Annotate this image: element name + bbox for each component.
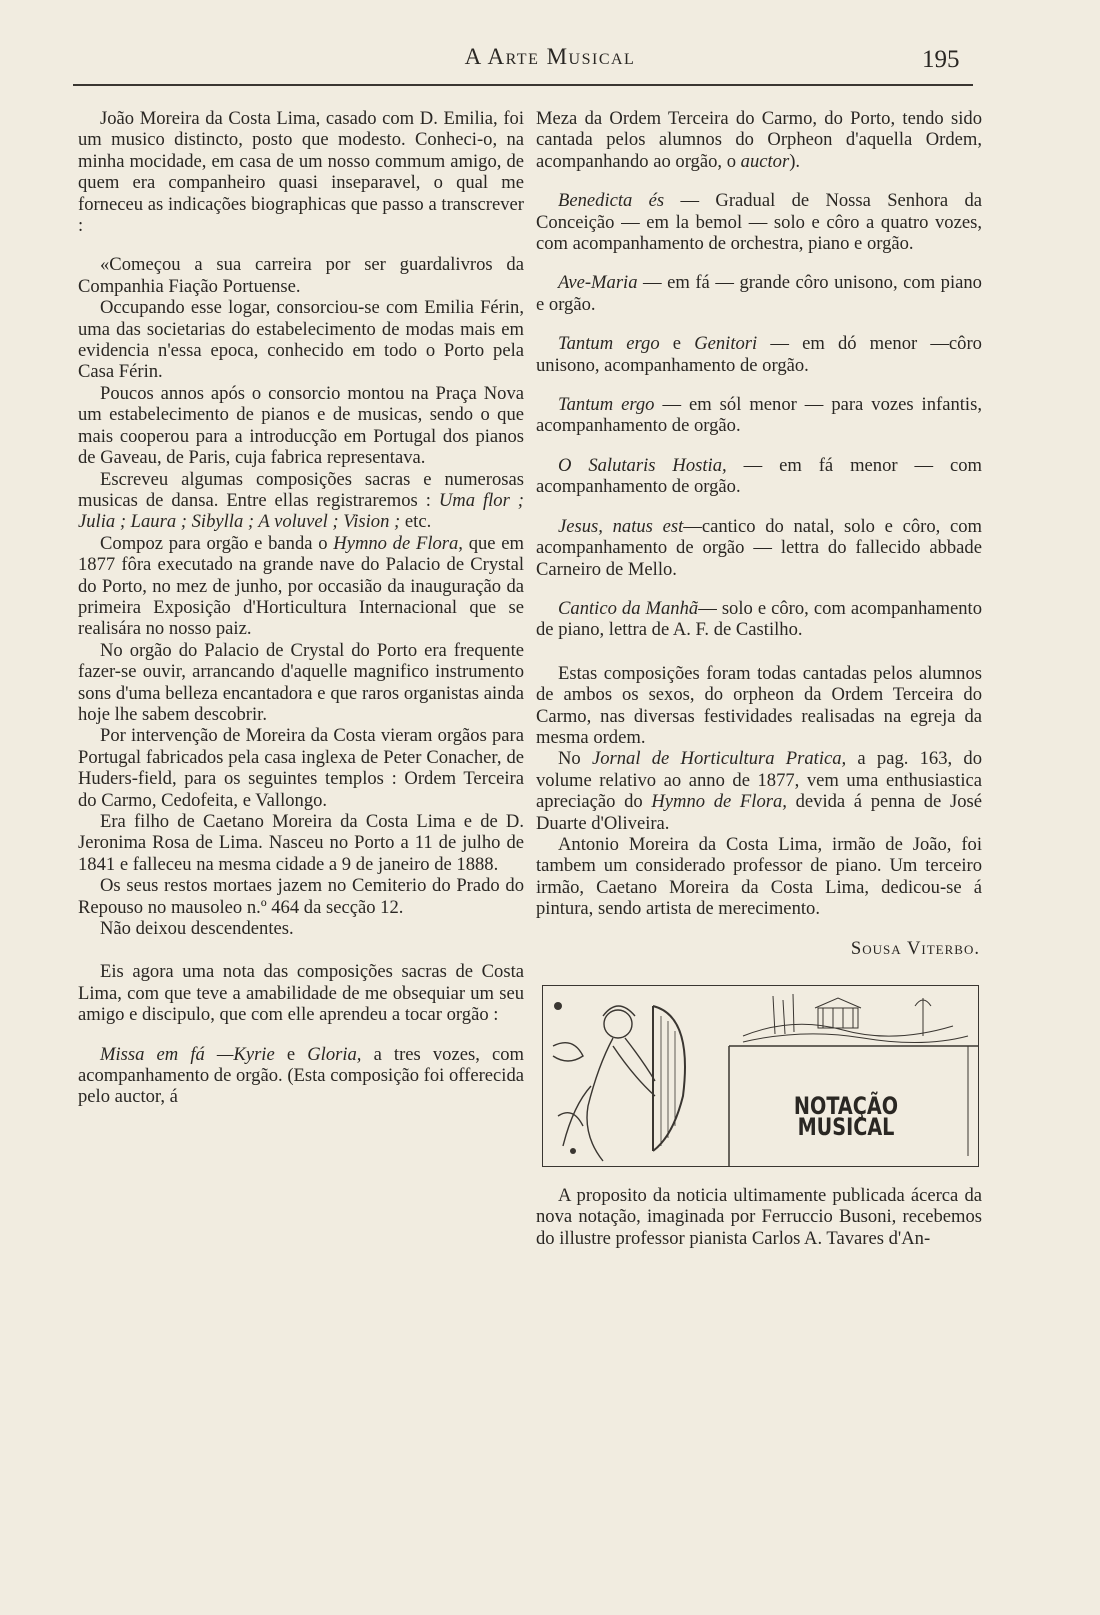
- section-vignette: [542, 985, 979, 1167]
- paragraph: Escreveu algumas composições sacras e numerosas musicas de dansa. Entre ellas registraremos : Uma flor ; Julia ; Laura ; Sibylla ; A voluvel ; Vision ; etc.: [78, 468, 524, 533]
- author-signature: Sousa Viterbo.: [850, 937, 980, 959]
- paragraph: A proposito da noticia ultimamente publicada ácerca da nova notação, imaginada por Ferruccio Busoni, recebemos do illustre professor pianista Carlos A. Tavares d'An-: [536, 1185, 982, 1249]
- paragraph: Antonio Moreira da Costa Lima, irmão de João, foi tambem um considerado professor de piano. Um terceiro irmão, Caetano Moreira da Costa Lima, dedicou-se á pintura, sendo artista de merecimento.: [536, 833, 982, 920]
- author-word: auctor: [740, 150, 790, 172]
- composition-entry: Cantico da Manhã— solo e côro, com acompanhamento de piano, lettra de A. F. de Castilho.: [536, 597, 982, 641]
- composition-entry: Tantum ergo e Genitori — em dó menor —côro unisono, acompanhamento de orgão.: [536, 333, 982, 376]
- paragraph: Occupando esse logar, consorciou-se com Emilia Férin, uma das societarias do estabelecimento de modas mais em evidencia n'essa epoca, conhecido em todo o Porto pela Casa Férin.: [78, 297, 524, 383]
- paragraph: Poucos annos após o consorcio montou na Praça Nova um estabelecimento de pianos e de musicas, sendo o que mais cooperou para a introducção em Portugal dos pianos de Gaveau, de Paris, cuja fabrica representava.: [78, 382, 524, 469]
- composition-entry: Jesus, natus est—cantico do natal, solo e côro, com acompanhamento de orgão — lettra do fallecido abbade Carneiro de Mello.: [536, 515, 982, 580]
- header-rule: [73, 84, 973, 86]
- composition-entry: Benedicta és — Gradual de Nossa Senhora da Conceição — em la bemol — solo e côro a quatro vozes, com acompanhamento de orchestra, piano e orgão.: [536, 190, 983, 255]
- composition-entry: O Salutaris Hostia, — em fá menor — com acompanhamento de orgão.: [536, 454, 983, 498]
- work-title: Missa em fá —Kyrie: [100, 1043, 275, 1065]
- work-title: Hymno de Flora,: [333, 532, 463, 554]
- paragraph: Por intervenção de Moreira da Costa vieram orgãos para Portugal fabricados pela casa inglexa de Peter Conacher, de Huders-field, para os seguintes templos : Ordem Terceira do Carmo, Cedofeita, e Vallongo.: [78, 725, 524, 811]
- paragraph: No orgão do Palacio de Crystal do Porto era frequente fazer-se ouvir, arrancando d'aquelle magnifico instrumento sons d'uma belleza encantadora e que raros organistas ainda hoje lhe sabem descobrir.: [78, 639, 524, 725]
- right-column: [536, 108, 982, 1249]
- page-number: 195: [922, 46, 960, 73]
- paragraph: Compoz para orgão e banda o Hymno de Flora, que em 1877 fôra executado na grande nave do Palacio de Crystal do Porto, no mez de junho, por occasião da inauguração da primeira Exposição d'Horticultura Internacional que se realisára no nosso paiz.: [78, 532, 524, 640]
- paragraph: No Jornal de Horticultura Pratica, a pag. 163, do volume relativo ao anno de 1877, vem uma enthusiastica apreciação do Hymno de Flora, devida á penna de José Duarte d'Oliveira.: [536, 748, 982, 834]
- paragraph: Missa em fá —Kyrie e Gloria, a tres vozes, com acompanhamento de orgão. (Esta composição foi offerecida pelo auctor, á: [78, 1043, 524, 1108]
- composition-entry: Tantum ergo — em sól menor — para vozes infantis, acompanhamento de orgão.: [536, 394, 982, 437]
- left-column: [78, 108, 524, 1108]
- work-titles: Uma flor ; Julia ; Laura ; Sibylla ; A voluvel ; Vision ;: [78, 489, 524, 533]
- work-title: Gloria,: [307, 1043, 362, 1065]
- paragraph: Era filho de Caetano Moreira da Costa Lima e de D. Jeronima Rosa de Lima. Nasceu no Porto a 11 de julho de 1841 e falleceu na mesma cidade a 9 de janeiro de 1888.: [78, 811, 524, 875]
- paragraph: «Começou a sua carreira por ser guardalivros da Companhia Fiação Portuense.: [78, 254, 524, 297]
- paragraph: Não deixou descendentes.: [100, 918, 294, 940]
- composition-entry: Ave-Maria — em fá — grande côro unisono, com piano e orgão.: [536, 272, 982, 315]
- paragraph: Meza da Ordem Terceira do Carmo, do Porto, tendo sido cantada pelos alumnos do Orpheon d'aquella Ordem, acompanhando ao orgão, o auctor).: [536, 108, 982, 172]
- paragraph: Eis agora uma nota das composições sacras de Costa Lima, com que teve a amabilidade de me obsequiar um seu amigo e discipulo, que com elle aprendeu a tocar orgão :: [78, 961, 524, 1026]
- paragraph: Os seus restos mortaes jazem no Cemiterio do Prado do Repouso no mausoleo n.º 464 da secção 12.: [78, 875, 524, 918]
- section-title: NOTAÇÃO MUSICAL: [793, 1092, 899, 1142]
- paragraph: Estas composições foram todas cantadas pelos alumnos de ambos os sexos, do orpheon da Ordem Terceira do Carmo, nas diversas festividades realisadas na egreja da mesma ordem.: [536, 662, 982, 748]
- running-header-title: A Arte Musical: [464, 44, 636, 69]
- paragraph: João Moreira da Costa Lima, casado com D. Emilia, foi um musico distincto, posto que modesto. Conheci-o, na minha mocidade, em casa de um nosso commum amigo, de quem era companheiro quasi inseparavel, o qual me forneceu as indicações biographicas que passo a transcrever :: [78, 108, 524, 237]
- harp-player-illustration: [543, 986, 978, 1166]
